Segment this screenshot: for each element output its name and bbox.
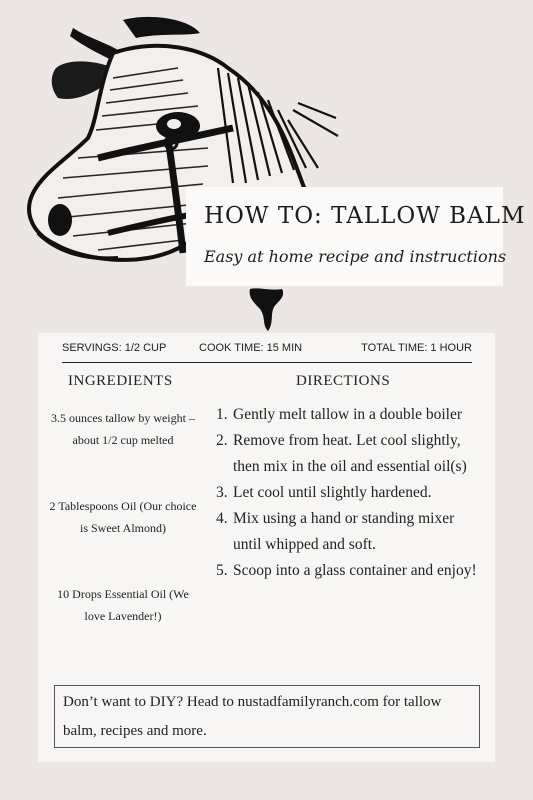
cow-illustration: [18, 8, 348, 338]
direction-step: 1. Gently melt tallow in a double boiler: [216, 406, 463, 423]
total-time-label: TOTAL TIME: 1 HOUR: [361, 342, 472, 354]
ingredient-item: 3.5 ounces tallow by weight – about 1/2 cup melted: [51, 411, 195, 447]
direction-step: 4. Mix using a hand or standing mixer until whipped and soft.: [216, 510, 455, 553]
direction-step: 2. Remove from heat. Let cool slightly, then mix in the oil and essential oil(s): [216, 432, 467, 475]
recipe-card: [38, 333, 495, 762]
title-card: [186, 187, 526, 286]
ink-ornament-icon: [248, 285, 288, 333]
cook-time-label: COOK TIME: 15 MIN: [199, 342, 303, 354]
ingredient-item: 10 Drops Essential Oil (We love Lavender!): [57, 587, 189, 623]
direction-step: 5. Scoop into a glass container and enjoy!: [216, 562, 477, 579]
direction-step: 3. Let cool until slightly hardened.: [216, 484, 432, 501]
recipe-meta: [62, 342, 472, 363]
directions-heading: DIRECTIONS: [296, 373, 391, 389]
ingredients-heading: INGREDIENTS: [68, 373, 173, 389]
directions-list: [216, 402, 486, 584]
page-subtitle: Easy at home recipe and instructions: [204, 247, 507, 266]
servings-label: SERVINGS: 1/2 CUP: [62, 342, 167, 354]
footer-callout: Don’t want to DIY? Head to nustadfamilyranch.com for tallow balm, recipes and more.: [54, 685, 480, 748]
page-title: HOW TO: TALLOW BALM: [204, 203, 526, 229]
ingredient-item: 2 Tablespoons Oil (Our choice is Sweet Almond): [49, 499, 197, 535]
